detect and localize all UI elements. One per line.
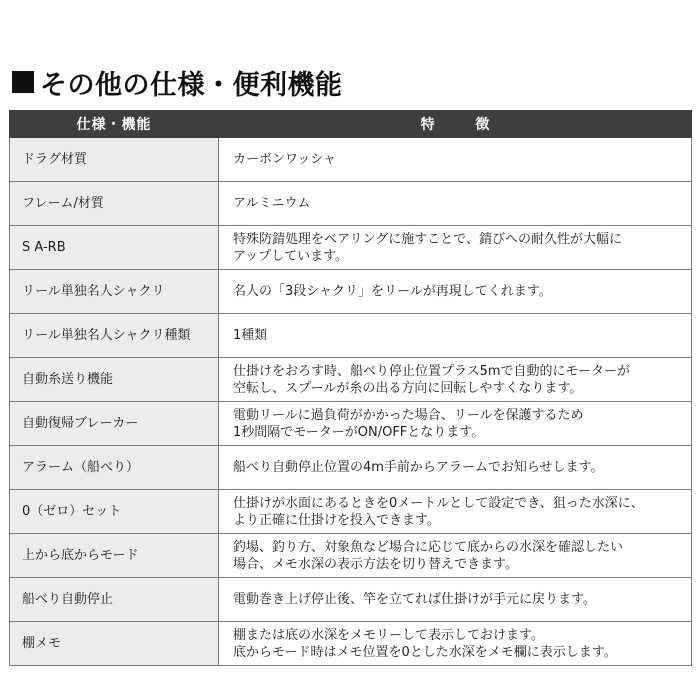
spec-feature-cell [219, 446, 692, 490]
spec-name-cell: S A-RB [10, 226, 219, 270]
feature-text-line: 釣場、釣り方、対象魚など場合に応じて底からの水深を確認したい [233, 539, 624, 555]
feature-text-line: 名人の「3段シャクリ」をリールが再現してくれます。 [233, 284, 552, 299]
header-spec-function: 仕様・機能 [10, 111, 219, 138]
feature-text-line: より正確に仕掛けを投入できます。 [233, 512, 440, 528]
feature-text-line: 船べり自動停止位置の4m手前からアラームでお知らせします。 [233, 460, 604, 475]
page-title-text: その他の仕様・便利機能 [40, 69, 343, 101]
table-row [10, 578, 692, 622]
table-row [10, 534, 692, 578]
feature-text-line: アップしています。 [233, 248, 349, 264]
spec-name-cell: 上から底からモード [10, 534, 219, 578]
feature-text-line: 仕掛けをおろす時、船べり停止位置プラス5mで自動的にモーターが [233, 363, 631, 379]
table-row [10, 402, 692, 446]
feature-text-line: 1秒間隔でモーターがON/OFFとなります。 [233, 424, 485, 440]
table-row [10, 446, 692, 490]
feature-text-line: 底からモード時はメモ位置を0とした水深をメモ欄に表示します。 [233, 644, 617, 660]
spec-name-cell: 自動糸送り機能 [10, 358, 219, 402]
table-row [10, 138, 692, 182]
spec-feature-cell [219, 402, 692, 446]
spec-name-cell: 船べり自動停止 [10, 578, 219, 622]
spec-name-cell: ドラグ材質 [10, 138, 219, 182]
table-row [10, 314, 692, 358]
spec-name-cell: リール単独名人シャクリ種類 [10, 314, 219, 358]
feature-text-line: 特殊防錆処理をベアリングに施すことで、錆びへの耐久性が大幅に [233, 231, 622, 247]
spec-name-cell: フレーム/材質 [10, 182, 219, 226]
feature-text-line: 1種類 [233, 328, 268, 343]
spec-feature-cell [219, 578, 692, 622]
feature-text-line: 空転し、スプールが糸の出る方向に回転しやすくなります。 [233, 380, 583, 396]
table-row [10, 490, 692, 534]
feature-text-line: 電動巻き上げ停止後、竿を立てれば仕掛けが手元に戻ります。 [233, 592, 596, 607]
spec-name-cell: リール単独名人シャクリ [10, 270, 219, 314]
table-header-row [10, 111, 692, 138]
table-row [10, 270, 692, 314]
spec-feature-cell [219, 182, 692, 226]
page-title [12, 62, 343, 102]
spec-feature-cell [219, 358, 692, 402]
spec-name-cell: 自動復帰ブレーカー [10, 402, 219, 446]
table-row [10, 358, 692, 402]
table-row [10, 226, 692, 270]
spec-feature-cell [219, 314, 692, 358]
spec-feature-cell [219, 138, 692, 182]
feature-text-line: カーボンワッシャ [233, 152, 337, 167]
header-features: 特 徴 [219, 111, 692, 138]
spec-name-cell: 棚メモ [10, 622, 219, 666]
black-square-icon [12, 71, 34, 93]
table-row [10, 182, 692, 226]
table-row [10, 622, 692, 666]
spec-feature-cell [219, 270, 692, 314]
spec-feature-cell [219, 490, 692, 534]
feature-text-line: 棚または底の水深をメモリーして表示しておけます。 [233, 627, 544, 643]
feature-text-line: 電動リールに過負荷がかかった場合、リールを保護するため [233, 407, 584, 423]
spec-feature-cell [219, 622, 692, 666]
spec-feature-cell [219, 534, 692, 578]
spec-name-cell: 0（ゼロ）セット [10, 490, 219, 534]
spec-name-cell: アラーム（船べり） [10, 446, 219, 490]
spec-table [9, 110, 692, 666]
spec-feature-cell [219, 226, 692, 270]
feature-text-line: 仕掛けが水面にあるときを0メートルとして設定でき、狙った水深に、 [233, 495, 644, 511]
feature-text-line: 場合、メモ水深の表示方法を切り替えできます。 [233, 556, 518, 572]
feature-text-line: アルミニウム [233, 196, 311, 211]
